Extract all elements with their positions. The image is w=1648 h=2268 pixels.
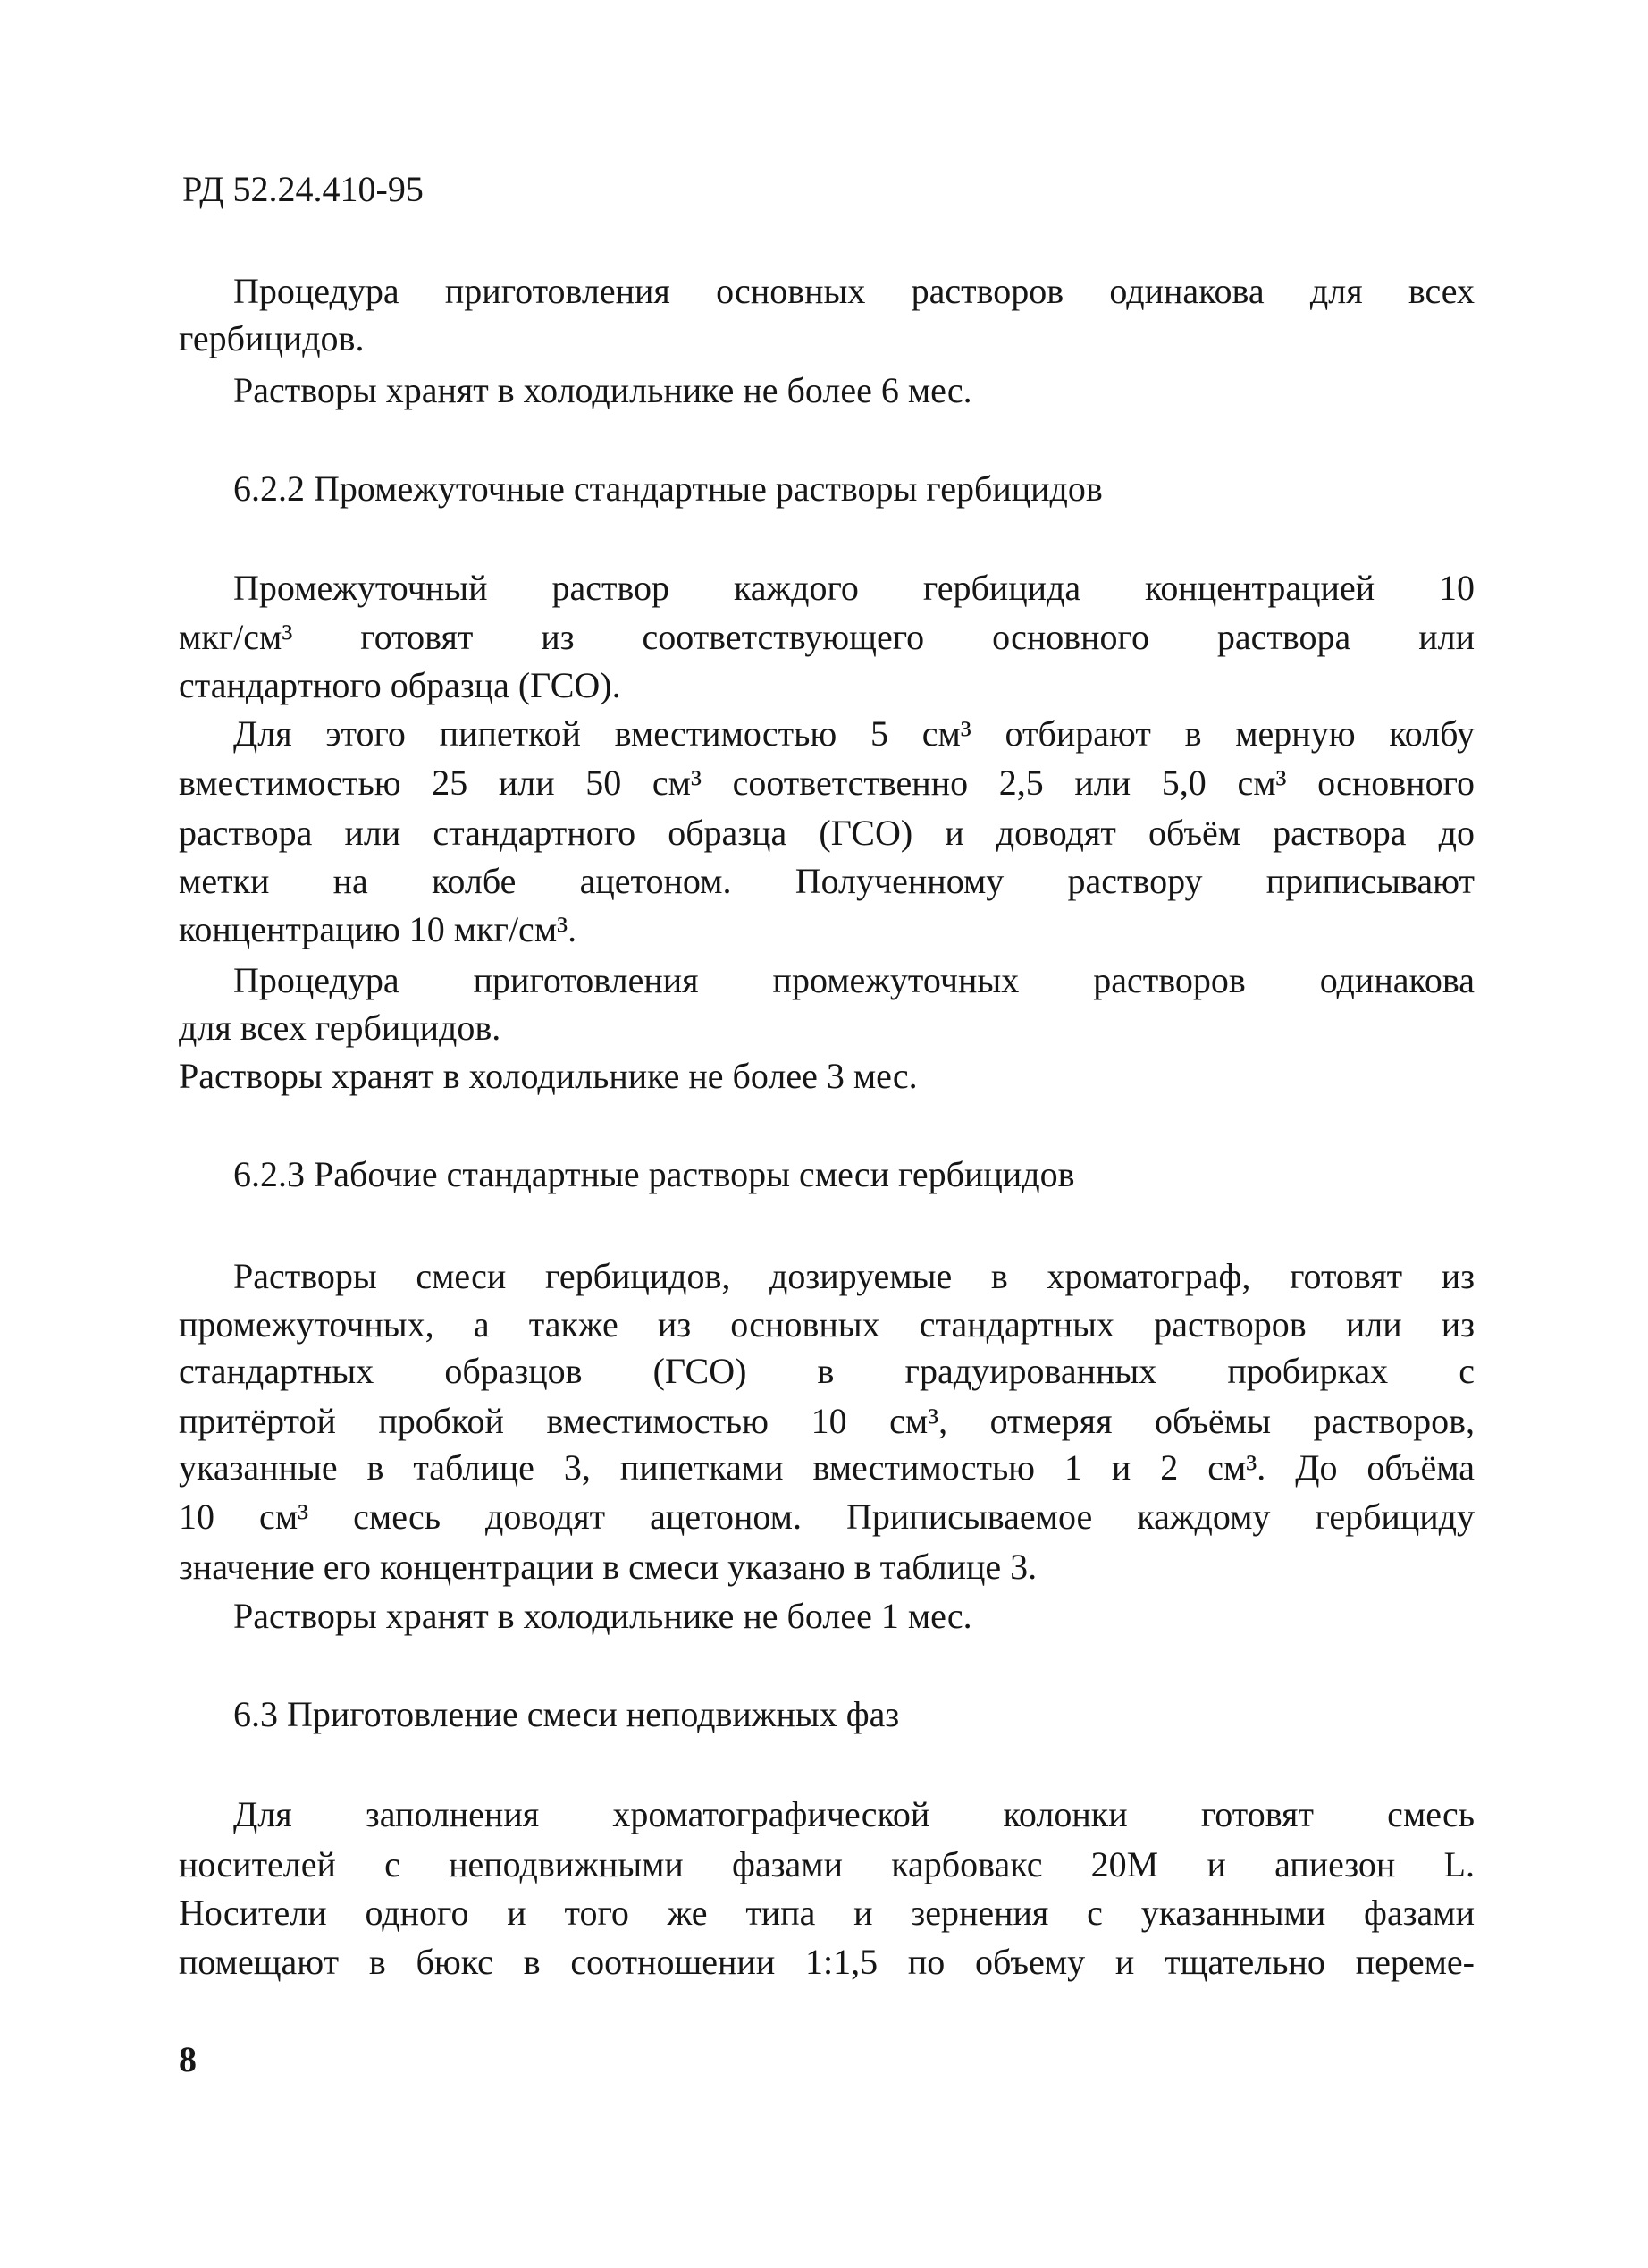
paragraph-line: Для заполнения хроматографической колонки готовят смесь <box>233 1794 1475 1834</box>
section-heading-6-2-3: 6.2.3 Рабочие стандартные растворы смеси гербицидов <box>233 1154 1075 1194</box>
paragraph-working-storage: Растворы хранят в холодильнике не более 1 мес. <box>233 1596 972 1636</box>
paragraph-line: метки на колбе ацетоном. Полученному раствору приписывают <box>179 861 1475 901</box>
paragraph-line: Носители одного и того же типа и зернения с указанными фазами <box>179 1893 1475 1933</box>
paragraph-line: мкг/см³ готовят из соответствующего основного раствора или <box>179 617 1475 657</box>
paragraph-line: Промежуточный раствор каждого гербицида концентрацией 10 <box>233 568 1475 608</box>
paragraph-line: Для этого пипеткой вместимостью 5 см³ отбирают в мерную колбу <box>233 713 1475 754</box>
paragraph-line: носителей с неподвижными фазами карбовакс 20М и апиезон L. <box>179 1844 1475 1884</box>
paragraph-line: Процедура приготовления промежуточных растворов одинакова <box>233 960 1475 1000</box>
paragraph-line: концентрацию 10 мкг/см³. <box>179 909 577 949</box>
paragraph-line: стандартного образца (ГСО). <box>179 665 621 705</box>
paragraph-line: притёртой пробкой вместимостью 10 см³, отмеряя объёмы растворов, <box>179 1401 1475 1441</box>
paragraph-line: 10 см³ смесь доводят ацетоном. Приписываемое каждому гербициду <box>179 1497 1475 1537</box>
paragraph-line: помещают в бюкс в соотношении 1:1,5 по объему и тщательно переме- <box>179 1942 1475 1982</box>
paragraph-basic-storage: Растворы хранят в холодильнике не более 6 мес. <box>233 370 972 410</box>
paragraph-line: вместимостью 25 или 50 см³ соответственно 2,5 или 5,0 см³ основного <box>179 763 1475 803</box>
paragraph-line: значение его концентрации в смеси указано в таблице 3. <box>179 1547 1038 1587</box>
section-heading-6-3: 6.3 Приготовление смеси неподвижных фаз <box>233 1694 900 1734</box>
paragraph-line: для всех гербицидов. <box>179 1008 501 1048</box>
paragraph-intermediate-storage: Растворы хранят в холодильнике не более 3 мес. <box>179 1056 918 1096</box>
document-code: РД 52.24.410-95 <box>182 169 424 209</box>
paragraph-line: раствора или стандартного образца (ГСО) и доводят объём раствора до <box>179 813 1475 853</box>
paragraph-line: гербицидов. <box>179 318 365 358</box>
paragraph-line: указанные в таблице 3, пипетками вместимостью 1 и 2 см³. До объёма <box>179 1447 1475 1488</box>
section-heading-6-2-2: 6.2.2 Промежуточные стандартные растворы гербицидов <box>233 468 1103 509</box>
paragraph-line: Процедура приготовления основных растворов одинакова для всех <box>233 271 1475 311</box>
paragraph-line: промежуточных, а также из основных стандартных растворов или из <box>179 1304 1475 1345</box>
page-number: 8 <box>179 2039 197 2079</box>
paragraph-line: Растворы смеси гербицидов, дозируемые в хроматограф, готовят из <box>233 1256 1475 1296</box>
paragraph-line: стандартных образцов (ГСО) в градуированных пробирках с <box>179 1351 1475 1391</box>
